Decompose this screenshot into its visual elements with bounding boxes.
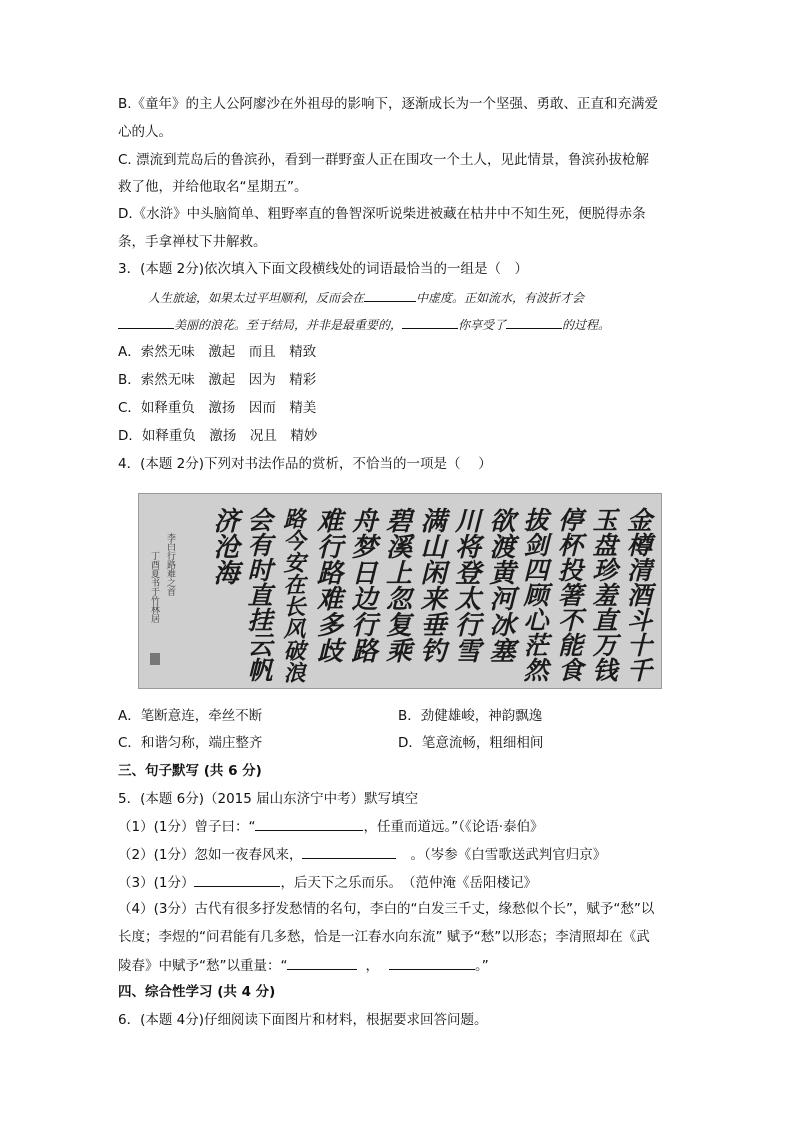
blank-7	[194, 872, 280, 887]
item-text: （1）(1分）曾子曰：“	[118, 819, 256, 835]
calligraphy-image	[138, 493, 662, 689]
q4-option-b: B．劲健雄峻，神韵飘逸	[398, 708, 543, 724]
blank-9	[389, 955, 475, 970]
calligraphy-column: 难行路难多歧	[312, 507, 343, 663]
passage-text: 美丽的浪花。至于结局，并非是最重要的，	[174, 318, 403, 332]
item-text: ，后天下之乐而乐。 （范仲淹《岳阳楼记》	[280, 875, 537, 891]
q4-option-c: C．和谐匀称，端庄整齐	[118, 735, 263, 751]
option-d-line1: D.《水浒》中头脑简单、粗野率直的鲁智深听说柴进被藏在枯井中不知生死，便脱得赤条	[118, 206, 646, 222]
calligraphy-column: 停杯投箸不能食	[554, 507, 584, 682]
calligraphy-column: 满山闲来垂钓	[416, 507, 446, 663]
passage-text: 中虚度。正如流水，有波折才会	[416, 291, 585, 305]
blank-8	[287, 955, 357, 970]
blank-4	[506, 314, 562, 329]
calligraphy-column: 玉盘珍羞直万钱	[589, 507, 618, 682]
item-text: 。（岑参《白雪歌送武判官归京》	[410, 847, 607, 863]
option-b-line2: 心的人。	[118, 124, 172, 140]
item-text: 。”	[474, 958, 489, 974]
calligraphy-column: 欲渡黄河冰塞	[485, 507, 515, 663]
q6-stem: 6．(本题 4分)仔细阅读下面图片和材料，根据要求回答问题。	[118, 1012, 488, 1028]
blank-5	[255, 816, 363, 831]
inscription-2: 丁酉夏书于竹林居	[149, 551, 159, 623]
calligraphy-column: 碧溪上忽复乘	[381, 507, 412, 663]
calligraphy-column: 路今安在长风破浪	[280, 507, 306, 683]
blank-3	[402, 314, 458, 329]
option-c-line2: 救了他，并给他取名“星期五”。	[118, 179, 308, 195]
q5-item4-line1: （4）(3分）古代有很多抒发愁情的名句，李白的“白发三千丈，缘愁似个长”，赋予“愁”以	[118, 901, 655, 917]
option-c-line1: C. 漂流到荒岛后的鲁滨孙，看到一群野蛮人正在围攻一个土人，见此情景，鲁滨孙拔枪解	[118, 152, 650, 168]
blank-6	[302, 844, 396, 859]
passage-text: 你享受了	[458, 318, 507, 332]
item-text: （3）(1分）	[118, 875, 195, 891]
option-b-line1: B.《童年》的主人公阿廖沙在外祖母的影响下，逐渐成长为一个坚强、勇敢、正直和充满爱	[118, 96, 659, 112]
passage-text: 的过程。	[562, 318, 611, 332]
item-text: ，	[365, 958, 379, 974]
blank-1	[364, 287, 416, 302]
q5-item2	[118, 844, 606, 865]
calligraphy-column: 川将登太行雪	[450, 507, 481, 663]
blank-2	[118, 314, 174, 329]
q5-item4-line2: 长度；李煜的“问君能有几多愁，恰是一江春水向东流” 赋予“愁”以形态；李清照却在《武	[118, 929, 650, 945]
section3-heading: 三、句子默写 (共 6 分)	[118, 763, 262, 779]
q5-item4-line3	[118, 955, 489, 976]
q3-stem: 3．(本题 2分)依次填入下面文段横线处的词语最恰当的一组是（ ）	[118, 261, 529, 277]
calligraphy-column: 舟梦日边行路	[347, 507, 377, 663]
q4-stem: 4．(本题 2分)下列对书法作品的赏析，不恰当的一项是（ ）	[118, 456, 492, 472]
item-text: （2）(1分）忽如一夜春风来，	[118, 847, 303, 863]
q3-option-c: C．如释重负 激扬 因而 精美	[118, 400, 317, 416]
seal-stamp	[150, 653, 160, 665]
q3-passage-line2	[118, 314, 610, 335]
q5-item3	[118, 872, 537, 893]
calligraphy-column: 金樽清酒斗十千	[623, 507, 653, 682]
q3-option-a: A．索然无味 激起 而且 精致	[118, 344, 317, 360]
calligraphy-column: 会有时直挂云帆	[244, 507, 273, 682]
section4-heading: 四、综合性学习 (共 4 分)	[118, 984, 276, 1000]
option-d-line2: 条，手拿禅杖下井解救。	[118, 234, 267, 250]
calligraphy-column: 济沧海	[209, 507, 239, 585]
item-text: ，任重而道远。”（《论语·泰伯》	[363, 819, 544, 835]
item-text: 陵春》中赋予“愁”以重量：“	[118, 958, 288, 974]
q5-item1	[118, 816, 544, 837]
calligraphy-column: 拔剑四顾心茫然	[520, 507, 549, 682]
q3-passage-line1	[148, 287, 584, 308]
q3-option-d: D．如释重负 激扬 况且 精妙	[118, 428, 318, 444]
passage-text: 人生旅途，如果太过平坦顺利，反而会在	[148, 291, 365, 305]
inscription-1: 李白行路难之首	[165, 533, 175, 596]
q3-option-b: B．索然无味 激起 因为 精彩	[118, 372, 317, 388]
q4-option-a: A．笔断意连，牵丝不断	[118, 708, 263, 724]
q5-stem: 5．(本题 6分)（2015 届山东济宁中考）默写填空	[118, 791, 419, 807]
q4-option-d: D．笔意流畅，粗细相间	[398, 735, 544, 751]
